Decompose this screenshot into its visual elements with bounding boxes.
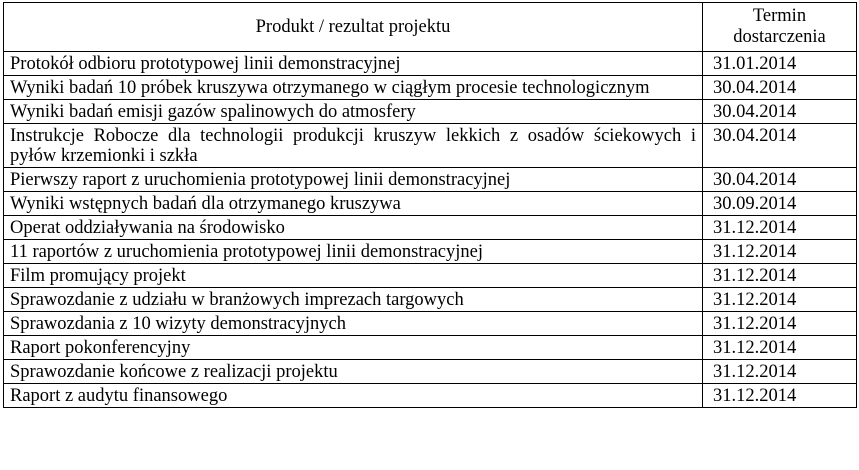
product-cell: Operat oddziaływania na środowisko <box>4 216 703 240</box>
delivery-date-cell: 31.12.2014 <box>703 312 857 336</box>
table-body <box>4 52 857 408</box>
table-row <box>4 312 857 336</box>
product-cell: Raport z audytu finansowego <box>4 384 703 408</box>
delivery-date-cell: 30.04.2014 <box>703 168 857 192</box>
delivery-date-cell: 31.12.2014 <box>703 264 857 288</box>
delivery-date-cell: 31.12.2014 <box>703 360 857 384</box>
table-row <box>4 100 857 124</box>
delivery-date-cell: 30.04.2014 <box>703 124 857 168</box>
delivery-date-cell: 30.04.2014 <box>703 100 857 124</box>
product-cell: Wyniki badań emisji gazów spalinowych do atmosfery <box>4 100 703 124</box>
table-header <box>4 3 857 52</box>
table-row <box>4 76 857 100</box>
table-row <box>4 168 857 192</box>
table-row <box>4 360 857 384</box>
header-date: Termin dostarczenia <box>703 3 857 52</box>
product-cell: Instrukcje Robocze dla technologii produkcji kruszyw lekkich z osadów ściekowych i pyłów krzemionki i szkła <box>4 124 703 168</box>
product-cell: Sprawozdania z 10 wizyty demonstracyjnych <box>4 312 703 336</box>
delivery-date-cell: 31.01.2014 <box>703 52 857 76</box>
table-row <box>4 52 857 76</box>
delivery-date-cell: 31.12.2014 <box>703 384 857 408</box>
product-cell: Pierwszy raport z uruchomienia prototypowej linii demonstracyjnej <box>4 168 703 192</box>
deliverables-table <box>3 2 857 408</box>
delivery-date-cell: 31.12.2014 <box>703 240 857 264</box>
table-row <box>4 240 857 264</box>
table-row <box>4 336 857 360</box>
product-cell: Film promujący projekt <box>4 264 703 288</box>
product-cell: Raport pokonferencyjny <box>4 336 703 360</box>
header-product: Produkt / rezultat projektu <box>4 3 703 52</box>
table-row <box>4 124 857 168</box>
product-cell: Sprawozdanie końcowe z realizacji projektu <box>4 360 703 384</box>
header-row <box>4 3 857 52</box>
product-cell: Wyniki badań 10 próbek kruszywa otrzymanego w ciągłym procesie technologicznym <box>4 76 703 100</box>
delivery-date-cell: 30.04.2014 <box>703 76 857 100</box>
product-cell: Sprawozdanie z udziału w branżowych imprezach targowych <box>4 288 703 312</box>
table-row <box>4 216 857 240</box>
delivery-date-cell: 31.12.2014 <box>703 288 857 312</box>
product-cell: Wyniki wstępnych badań dla otrzymanego kruszywa <box>4 192 703 216</box>
table-row <box>4 384 857 408</box>
delivery-date-cell: 30.09.2014 <box>703 192 857 216</box>
product-cell: 11 raportów z uruchomienia prototypowej linii demonstracyjnej <box>4 240 703 264</box>
table-row <box>4 288 857 312</box>
product-cell: Protokół odbioru prototypowej linii demonstracyjnej <box>4 52 703 76</box>
table-row <box>4 192 857 216</box>
delivery-date-cell: 31.12.2014 <box>703 336 857 360</box>
delivery-date-cell: 31.12.2014 <box>703 216 857 240</box>
table-row <box>4 264 857 288</box>
